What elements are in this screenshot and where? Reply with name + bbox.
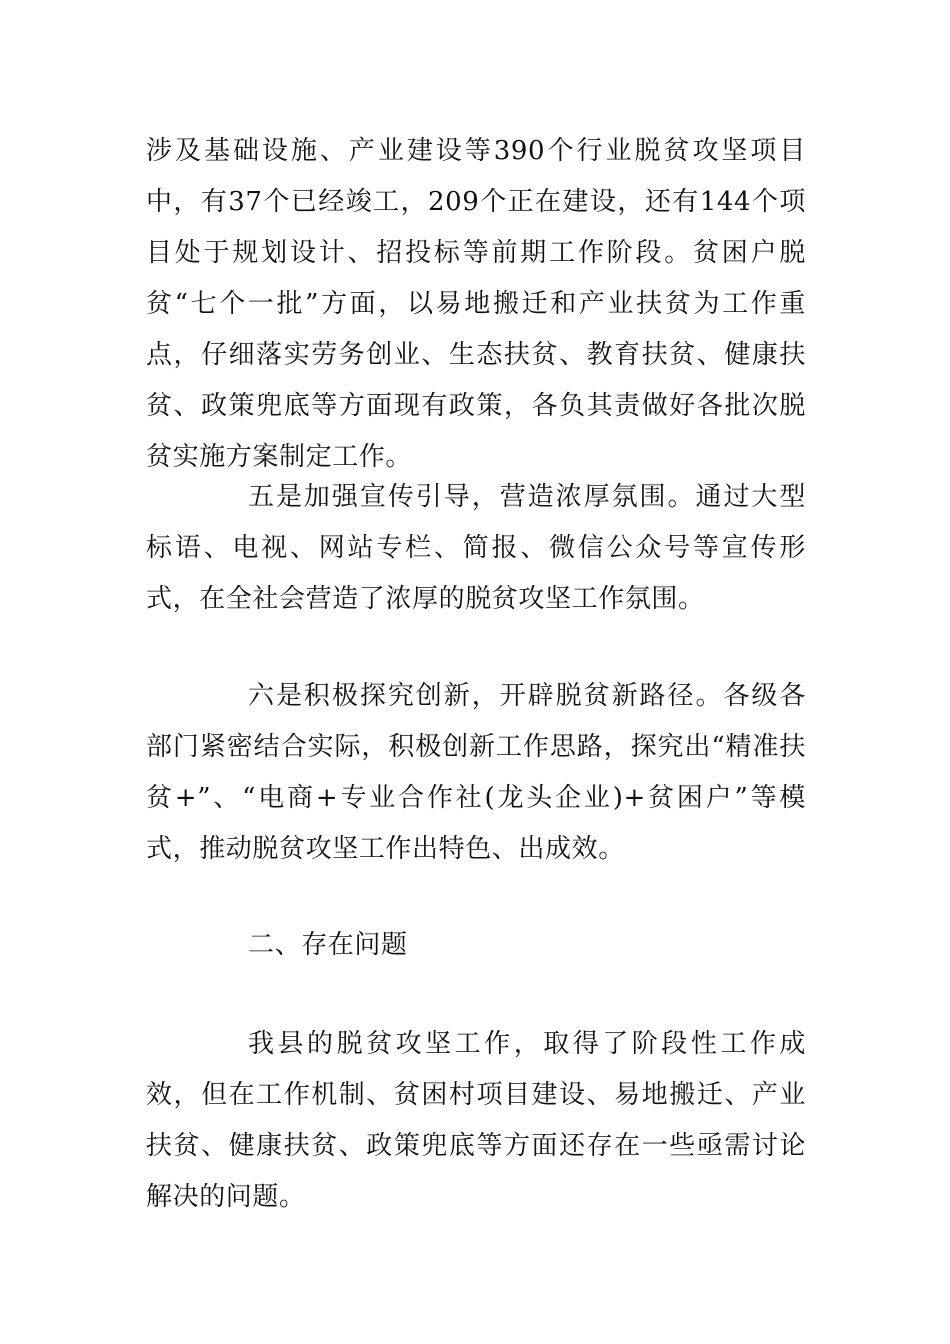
paragraph-publicity: 五是加强宣传引导，营造浓厚氛围。通过大型标语、电视、网站专栏、简报、微信公众号等宣传形式，在全社会营造了浓厚的脱贫攻坚工作氛围。: [146, 482, 806, 614]
section-heading-problems: 二、存在问题: [248, 930, 408, 960]
paragraph-problems: 我县的脱贫攻坚工作，取得了阶段性工作成效，但在工作机制、贫困村项目建设、易地搬迁、产业扶贫、健康扶贫、政策兜底等方面还存在一些亟需讨论解决的问题。: [146, 1029, 806, 1212]
paragraph-innovation: 六是积极探究创新，开辟脱贫新路径。各级各部门紧密结合实际，积极创新工作思路，探究出“精准扶贫+”、“电商+专业合作社(龙头企业)+贫困户”等模式，推动脱贫攻坚工作出特色、出成效。: [146, 681, 806, 864]
paragraph-project-progress: 涉及基础设施、产业建设等390个行业脱贫攻坚项目中，有37个已经竣工，209个正在建设，还有144个项目处于规划设计、招投标等前期工作阶段。贫困户脱贫“七个一批”方面，以易地搬迁和产业扶贫为工作重点，仔细落实劳务创业、生态扶贫、教育扶贫、健康扶贫、政策兜底等方面现有政策，各负其责做好各批次脱贫实施方案制定工作。: [146, 136, 806, 472]
